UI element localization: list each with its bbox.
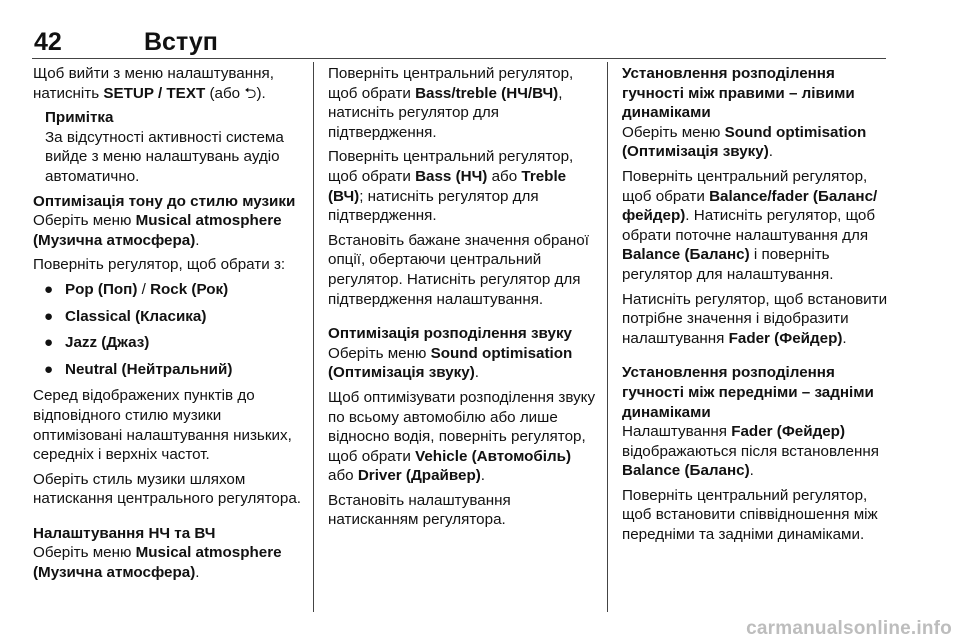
paragraph: Оберіть стиль музики шляхом натискання центрального регулятора. <box>33 470 301 508</box>
paragraph: Серед відображених пунктів до відповідного стилю музики оптимізовані налаштування низьких, середніх і верхніх частот. <box>33 387 292 464</box>
page-header <box>32 28 886 59</box>
paragraph: Поверніть центральний регулятор, щоб обрати Bass/treble (НЧ/ВЧ), натисніть регулятор для підтвердження. <box>328 65 574 141</box>
bullet-icon: ● <box>44 307 54 325</box>
section-heading-sound: Оптимізація розподілення звуку <box>328 325 572 343</box>
intro-paragraph: Щоб вийти з меню налаштування, натисніть SETUP / TEXT (або ⮌). <box>33 65 274 102</box>
column-2 <box>328 64 596 535</box>
note-text: За відсутності активності система вийде з меню налаштувань аудіо автоматично. <box>45 128 284 185</box>
page-number: 42 <box>34 28 62 56</box>
paragraph: Оберіть меню Sound optimisation (Оптимізація звуку). <box>328 344 573 382</box>
list-item: ● Neutral (Нейтральний) <box>44 360 233 378</box>
column-1 <box>33 64 301 588</box>
column-divider <box>607 62 608 612</box>
paragraph: Натисніть регулятор, щоб встановити потрібне значення і відобразити налаштування Fader (Фейдер). <box>622 290 888 347</box>
paragraph: Поверніть центральний регулятор, щоб встановити співвідношення між передніми та задніми динаміками. <box>622 486 878 544</box>
note-block <box>45 108 301 186</box>
chapter-title: Вступ <box>144 28 218 56</box>
paragraph: Налаштування Fader (Фейдер) відображаються після встановлення Balance (Баланс). <box>622 423 879 480</box>
bullet-icon: ● <box>44 334 54 352</box>
paragraph: Оберіть меню Musical atmosphere (Музична атмосфера). <box>33 212 282 249</box>
section-heading-tone: Оптимізація тону до стилю музики <box>33 192 296 210</box>
list-item: ● Jazz (Джаз) <box>44 334 150 352</box>
list-item: ● Classical (Класика) <box>44 307 207 325</box>
paragraph: Поверніть центральний регулятор, щоб обрати Balance/fader (Баланс/фейдер). Натисніть регулятор, щоб обрати поточне налаштування для Balance (Баланс) і поверніть регулятор для налаштування. <box>622 167 878 283</box>
section-heading-bass: Налаштування НЧ та ВЧ <box>33 524 216 542</box>
paragraph: Щоб оптимізувати розподілення звуку по всьому автомобілю або лише відносно водія, поверніть регулятор, щоб обрати Vehicle (Автомобіль) або Driver (Драйвер). <box>328 388 596 485</box>
bullet-icon: ● <box>44 360 54 378</box>
note-title: Примітка <box>45 109 114 127</box>
list-item: ● Pop (Поп) / Rock (Рок) <box>44 280 229 298</box>
paragraph: Поверніть центральний регулятор, щоб обрати Bass (НЧ) або Treble (ВЧ); натисніть регулятор для підтвердження. <box>328 148 574 225</box>
bullet-icon: ● <box>44 280 54 298</box>
paragraph: Встановіть бажане значення обраної опції, обертаючи центральний регулятор. Натисніть регулятор для підтвердження налаштування. <box>328 231 589 308</box>
section-heading-left-right: Установлення розподілення гучності між правими – лівими динаміками <box>622 65 855 122</box>
column-3 <box>622 64 890 550</box>
paragraph: Оберіть меню Musical atmosphere (Музична атмосфера). <box>33 544 282 582</box>
watermark-text: carmanualsonline.info <box>746 618 952 639</box>
paragraph: Оберіть меню Sound optimisation (Оптимізація звуку). <box>622 123 867 161</box>
section-heading-front-rear: Установлення розподілення гучності між передніми – задніми динаміками <box>622 364 874 421</box>
music-style-list <box>33 280 301 379</box>
column-divider <box>313 62 314 612</box>
paragraph: Встановіть налаштування натисканням регулятора. <box>328 491 511 529</box>
paragraph: Поверніть регулятор, щоб обрати з: <box>33 256 286 274</box>
